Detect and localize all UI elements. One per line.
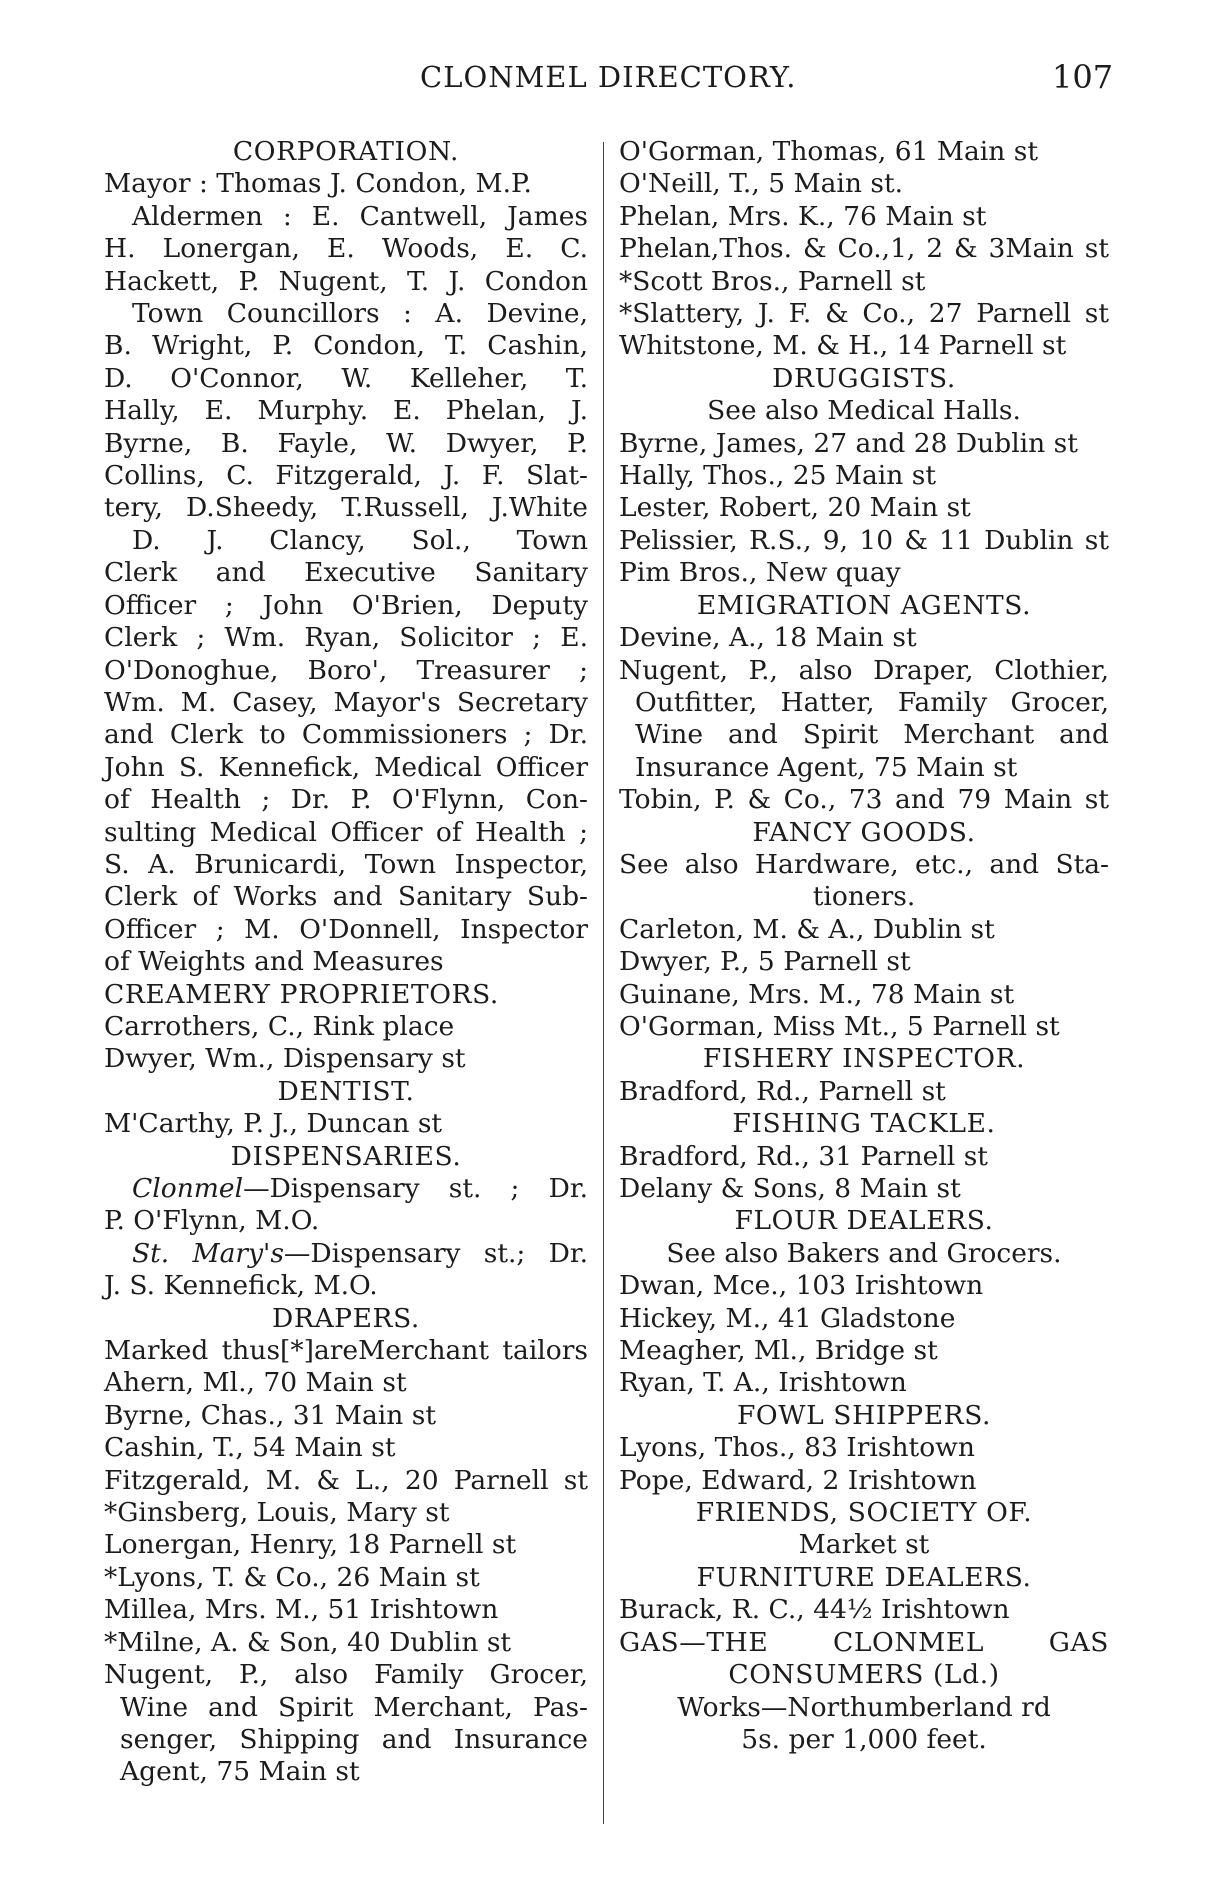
directory-line: P. O'Flynn, M.O.: [104, 1205, 320, 1237]
directory-line: Ryan, T. A., Irishtown: [619, 1367, 907, 1399]
directory-line: Phelan,Thos. & Co.,1, 2 & 3Main st: [619, 233, 1109, 265]
directory-line: Devine, A., 18 Main st: [619, 622, 917, 654]
directory-line: Fitzgerald, M. & L., 20 Parnell st: [104, 1464, 588, 1496]
directory-line: Bradford, Rd., 31 Parnell st: [619, 1140, 988, 1172]
directory-line: Hackett, P. Nugent, T. J. Condon: [104, 265, 588, 297]
italic-label: Clonmel: [132, 1173, 244, 1204]
directory-line: Dwyer, Wm., Dispensary st: [104, 1043, 466, 1075]
directory-line: Officer ; John O'Brien, Deputy: [104, 589, 588, 621]
directory-line: J. S. Kennefick, M.O.: [104, 1270, 378, 1302]
directory-line: Works—Northumberland rd: [677, 1691, 1051, 1723]
line-text: —Dispensary st.; Dr.: [283, 1237, 588, 1269]
section-heading: DRAPERS.: [272, 1302, 420, 1334]
directory-line: Byrne, Chas., 31 Main st: [104, 1399, 437, 1431]
left-column: [104, 136, 588, 1789]
directory-line: sulting Medical Officer of Health ;: [104, 816, 588, 848]
directory-line: tioners.: [812, 881, 916, 913]
directory-line: Whitstone, M. & H., 14 Parnell st: [619, 330, 1067, 362]
directory-line: Cashin, T., 54 Main st: [104, 1432, 396, 1464]
directory-line: Pelissier, R.S., 9, 10 & 11 Dublin st: [619, 524, 1109, 556]
directory-line: [104, 1238, 588, 1270]
directory-line: Officer ; M. O'Donnell, Inspector: [104, 913, 588, 945]
directory-line: O'Gorman, Miss Mt., 5 Parnell st: [619, 1010, 1060, 1042]
directory-line: of Weights and Measures: [104, 946, 444, 978]
section-heading: FOWL SHIPPERS.: [736, 1399, 992, 1431]
directory-line: Lester, Robert, 20 Main st: [619, 492, 971, 524]
directory-line: Clerk ; Wm. Ryan, Solicitor ; E.: [104, 622, 588, 654]
section-heading: FLOUR DEALERS.: [734, 1205, 994, 1237]
column-divider: [603, 142, 604, 1824]
italic-label: St. Mary's: [132, 1237, 284, 1269]
directory-line: See also Hardware, etc., and Sta-: [619, 848, 1109, 880]
directory-line: Carleton, M. & A., Dublin st: [619, 913, 995, 945]
directory-line: See also Bakers and Grocers.: [666, 1237, 1062, 1269]
directory-line: Nugent, P., also Family Grocer,: [104, 1659, 588, 1691]
directory-line: Pim Bros., New quay: [619, 557, 901, 589]
line-text: —Dispensary st. ; Dr.: [243, 1173, 588, 1204]
directory-line: M'Carthy, P. J., Duncan st: [104, 1108, 443, 1140]
directory-line: Insurance Agent, 75 Main st: [635, 751, 1018, 783]
directory-line: Meagher, Ml., Bridge st: [619, 1335, 938, 1367]
directory-line: Aldermen : E. Cantwell, James: [132, 200, 588, 232]
directory-line: Outfitter, Hatter, Family Grocer,: [635, 686, 1109, 718]
directory-line: D. J. Clancy, Sol., Town: [132, 524, 588, 556]
directory-line: *Slattery, J. F. & Co., 27 Parnell st: [619, 298, 1109, 330]
directory-line: tery, D.Sheedy, T.Russell, J.White: [104, 492, 588, 524]
directory-line: senger, Shipping and Insurance: [120, 1723, 588, 1755]
page-number: 107: [1052, 58, 1114, 96]
directory-line: O'Donoghue, Boro', Treasurer ;: [104, 654, 588, 686]
directory-line: Collins, C. Fitzgerald, J. F. Slat-: [104, 460, 588, 492]
directory-line: Agent, 75 Main st: [120, 1756, 360, 1788]
directory-line: O'Gorman, Thomas, 61 Main st: [619, 136, 1039, 167]
section-heading: FRIENDS, SOCIETY OF.: [695, 1497, 1033, 1529]
running-title: CLONMEL DIRECTORY.: [420, 60, 797, 94]
directory-line: *Milne, A. & Son, 40 Dublin st: [104, 1626, 512, 1658]
directory-line: Byrne, B. Fayle, W. Dwyer, P.: [104, 427, 588, 459]
section-heading: CONSUMERS (Ld.): [728, 1659, 1000, 1691]
directory-line: 5s. per 1,000 feet.: [741, 1723, 987, 1755]
directory-line: and Clerk to Commissioners ; Dr.: [104, 719, 588, 751]
directory-line: Wine and Spirit Merchant, Pas-: [120, 1691, 588, 1723]
directory-line: See also Medical Halls.: [707, 395, 1021, 427]
directory-line: H. Lonergan, E. Woods, E. C.: [104, 233, 588, 265]
section-heading: CREAMERY PROPRIETORS.: [104, 978, 499, 1010]
directory-line: Dwyer, P., 5 Parnell st: [619, 946, 911, 978]
directory-line: Hickey, M., 41 Gladstone: [619, 1302, 956, 1334]
directory-line: Lonergan, Henry, 18 Parnell st: [104, 1529, 517, 1561]
section-heading: FURNITURE DEALERS.: [696, 1561, 1032, 1593]
directory-line: D. O'Connor, W. Kelleher, T.: [104, 362, 588, 394]
directory-line: Byrne, James, 27 and 28 Dublin st: [619, 427, 1078, 459]
directory-line: Dwan, Mce., 103 Irishtown: [619, 1270, 984, 1302]
section-heading: DRUGGISTS.: [772, 362, 956, 394]
right-column: [619, 136, 1109, 1756]
directory-line: Phelan, Mrs. K., 76 Main st: [619, 200, 987, 232]
directory-line: Market st: [798, 1529, 930, 1561]
directory-line: Mayor : Thomas J. Condon, M.P.: [104, 168, 532, 200]
section-heading: FISHING TACKLE.: [732, 1108, 996, 1140]
directory-line: Bradford, Rd., Parnell st: [619, 1075, 946, 1107]
directory-line: Clerk of Works and Sanitary Sub-: [104, 881, 588, 913]
directory-line: John S. Kennefick, Medical Officer: [104, 751, 588, 783]
directory-line: Wine and Spirit Merchant and: [635, 719, 1109, 751]
directory-line: Clerk and Executive Sanitary: [104, 557, 588, 589]
directory-line: *Scott Bros., Parnell st: [619, 265, 926, 297]
section-heading: EMIGRATION AGENTS.: [696, 589, 1032, 621]
section-heading: DENTIST.: [277, 1075, 415, 1107]
directory-line: Pope, Edward, 2 Irishtown: [619, 1464, 977, 1496]
directory-line: Hally, Thos., 25 Main st: [619, 460, 937, 492]
directory-line: Tobin, P. & Co., 73 and 79 Main st: [619, 784, 1109, 816]
directory-line: Carrothers, C., Rink place: [104, 1010, 455, 1042]
directory-line: Burack, R. C., 44½ Irishtown: [619, 1594, 1010, 1626]
directory-line: Marked thus[*]areMerchant tailors: [104, 1335, 588, 1367]
directory-line: B. Wright, P. Condon, T. Cashin,: [104, 330, 588, 362]
directory-line: Hally, E. Murphy. E. Phelan, J.: [104, 395, 588, 427]
page-header: [0, 60, 1214, 100]
section-heading: FISHERY INSPECTOR.: [702, 1043, 1026, 1075]
section-heading: CORPORATION.: [232, 136, 460, 167]
directory-line: S. A. Brunicardi, Town Inspector,: [104, 848, 588, 880]
directory-line: Nugent, P., also Draper, Clothier,: [619, 654, 1109, 686]
directory-line: Town Councillors : A. Devine,: [132, 298, 588, 330]
section-heading: FANCY GOODS.: [752, 816, 976, 848]
directory-line: of Health ; Dr. P. O'Flynn, Con-: [104, 784, 588, 816]
directory-line: *Lyons, T. & Co., 26 Main st: [104, 1561, 480, 1593]
directory-line: Ahern, Ml., 70 Main st: [104, 1367, 407, 1399]
directory-line: Wm. M. Casey, Mayor's Secretary: [104, 686, 588, 718]
directory-line: [104, 1173, 588, 1205]
directory-line: Guinane, Mrs. M., 78 Main st: [619, 978, 1015, 1010]
directory-line: *Ginsberg, Louis, Mary st: [104, 1497, 450, 1529]
section-heading: GAS—THE CLONMEL GAS: [619, 1626, 1109, 1658]
section-heading: DISPENSARIES.: [230, 1140, 462, 1172]
directory-line: Delany & Sons, 8 Main st: [619, 1173, 961, 1204]
directory-line: Lyons, Thos., 83 Irishtown: [619, 1432, 975, 1464]
directory-line: O'Neill, T., 5 Main st.: [619, 168, 904, 200]
directory-line: Millea, Mrs. M., 51 Irishtown: [104, 1594, 499, 1626]
